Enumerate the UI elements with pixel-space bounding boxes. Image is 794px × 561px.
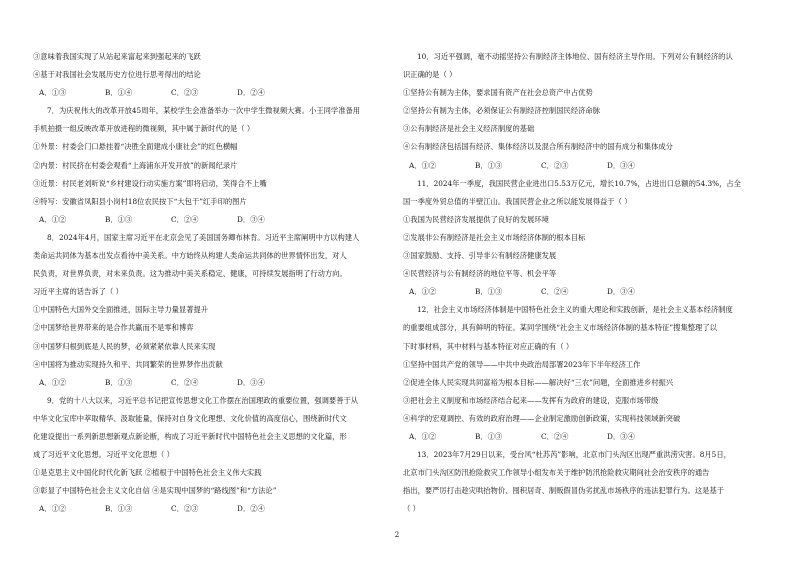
question-stem-line: 12．社会主义市场经济体制是中国特色社会主义的重大理论和实践创新，是社会主义基本经济制度 bbox=[417, 305, 733, 315]
text-line: ④民营经济与公有制经济的地位平等、机会平等 bbox=[403, 269, 557, 279]
text-line: ①坚持公有制为主体，要求国有资产在社会总资产中占优势 bbox=[403, 88, 593, 98]
text-line: ④中国将为推动实现持久和平、共同繁荣的世界梦作出贡献 bbox=[33, 359, 223, 369]
text-line: ①我国为民营经济发展提供了良好的发展环境 bbox=[403, 214, 549, 224]
answer-choice: D．③④ bbox=[607, 431, 635, 441]
answer-choices bbox=[33, 500, 385, 518]
page-number: 2 bbox=[394, 531, 400, 539]
answer-choice: D．②④ bbox=[237, 88, 265, 98]
answer-choice: D．③④ bbox=[237, 214, 265, 224]
text-line: 下时事材料，其中材料与基本特征对应正确的有（ ） bbox=[403, 341, 574, 351]
answer-choice: C．②④ bbox=[541, 287, 569, 297]
answer-choice: A．①② bbox=[409, 431, 437, 441]
text-line: 指出，要严厉打击趁灾哄抬物价、囤积居奇、制贩假冒伪劣扰乱市场秩序的违法犯罪行为。这是基于 bbox=[403, 486, 725, 496]
answer-choice: A．①③ bbox=[39, 88, 67, 98]
text-line: ③中国梦归根到底是人民的梦，必须紧紧依靠人民来实现 bbox=[33, 341, 216, 351]
question-stem-line: 11．2024年一季度，我国民营企业进出口5.53万亿元，增长10.7%，占进出口总额的54.3%，占全 bbox=[417, 178, 741, 188]
answer-choice: A．①② bbox=[39, 214, 67, 224]
text-line: 识正确的是（ ） bbox=[403, 70, 457, 80]
text-line: 手机拍摄一组反映改革开放进程的微视频，其中属于新时代的是（ ） bbox=[33, 124, 255, 134]
answer-choices bbox=[403, 283, 763, 301]
answer-choice: D．③④ bbox=[237, 377, 265, 387]
question-stem-line: 7．为庆祝伟大的改革开放45周年，某校学生会准备举办一次中学生微视频大赛。小王同学准备用 bbox=[47, 106, 361, 116]
answer-choice: C．②④ bbox=[171, 377, 199, 387]
answer-choice: B．①③ bbox=[475, 431, 503, 441]
answer-choice: D．③④ bbox=[607, 287, 635, 297]
answer-choices bbox=[33, 374, 385, 392]
text-line: ③公有制经济是社会主义经济制度的基础 bbox=[403, 124, 535, 134]
text-line: 中华文化宝库中萃取精华、汲取能量，保持对自身文化理想、文化价值的高度信心，围绕新时代文 bbox=[33, 413, 347, 423]
answer-choice: B．①④ bbox=[105, 88, 133, 98]
answer-choice: C．②④ bbox=[541, 431, 569, 441]
text-line: 成了习近平文化思想。习近平文化思想（ ） bbox=[33, 450, 174, 460]
text-line: 的重要组成部分，具有鲜明的特征。某同学围绕“社会主义市场经济体制的基本特征”搜集整理了以 bbox=[403, 323, 717, 333]
answer-choices bbox=[33, 211, 385, 229]
answer-choice: B．①③ bbox=[475, 160, 503, 170]
text-line: ①坚持中国共产党的领导——中共中央政治局部署2023年下半年经济工作 bbox=[403, 359, 641, 369]
text-line: 习近平主席的话告诉了（ ） bbox=[33, 287, 123, 297]
answer-choices bbox=[403, 428, 763, 446]
text-line: ②发展非公有制经济是社会主义市场经济体制的根本目标 bbox=[403, 232, 586, 242]
answer-choice: A．①② bbox=[39, 377, 67, 387]
answer-choices bbox=[403, 157, 763, 175]
text-line: ③把社会主义制度和市场经济结合起来——发挥有为政府的建设，克服市场带级 bbox=[403, 395, 659, 405]
text-line: ③近景：村民老刘听说“乡村建设行动实施方案”即将启动，笑得合不上嘴 bbox=[33, 178, 267, 188]
answer-choice: D．②④ bbox=[237, 504, 265, 514]
question-stem-line: 13．2023年7月29日以来，受台风“杜苏芮”影响，北京市门头沟区出现严重洪涝灾害。8月5日， bbox=[417, 450, 731, 460]
text-line: ④科学的宏观调控、有效的政府治理——企业制定激励创新政策，实现科技领域新突破 bbox=[403, 413, 681, 423]
text-line: ②内景：村民挤在村委会观看“上海浦东开发开放”的新闻纪录片 bbox=[33, 160, 238, 170]
answer-choice: D．③④ bbox=[607, 160, 635, 170]
left-column bbox=[33, 48, 385, 518]
question-stem-line: 9．党的十八大以来，习近平总书记把宣传思想文化工作摆在治国理政的重要位置，强调要善于从 bbox=[47, 395, 359, 405]
text-line: ②促进全体人民实现共同富裕为根本目标——解决好“三农”问题，全面推进乡村振兴 bbox=[403, 377, 674, 387]
answer-choice: C．②③ bbox=[541, 160, 569, 170]
text-line: ③意味着我国实现了从站起来富起来到强起来的飞跃 bbox=[33, 52, 201, 61]
question-stem-line: 10．习近平强调，毫不动摇坚持公有制经济主体地位、国有经济主导作用。下列对公有制经济的认 bbox=[417, 52, 733, 61]
answer-choice: A．①② bbox=[39, 504, 67, 514]
text-line: 民负责，对世界负责，对未来负责。这为推动中美关系稳定、健康，可持续发展指明了行动方向。 bbox=[33, 269, 347, 279]
text-line: 国一季度外贸总值的半壁江山。我国民营企业之所以能发展得益于（ ） bbox=[403, 196, 632, 206]
answer-choice: A．①② bbox=[409, 287, 437, 297]
text-line: ②坚持公有制为主体，必须保证公有制经济控制国民经济命脉 bbox=[403, 106, 601, 116]
text-line: （ ） bbox=[403, 504, 420, 514]
text-line: 化建设提出一系列新思想新观点新论断，构成了习近平新时代中国特色社会主义思想的文化篇，形 bbox=[33, 431, 347, 441]
text-line: ④公有制经济包括国有经济、集体经济以及混合所有制经济中的国有成分和集体成分 bbox=[403, 142, 673, 152]
answer-choice: B．①③ bbox=[105, 377, 133, 387]
text-line: ①外景：村委会门口悬挂着“决胜全面建成小康社会”的红色横幅 bbox=[33, 142, 238, 152]
text-line: ①是克思主义中国化时代化新飞跃 ②植根于中国特色社会主义伟大实践 bbox=[33, 468, 262, 478]
text-line: 北京市门头沟区防汛抢险救灾工作领导小组发布关于维护防汛抢险救灾期间社会治安秩序的通告 bbox=[403, 468, 710, 478]
answer-choice: C．②④ bbox=[171, 214, 199, 224]
answer-choice: B．①③ bbox=[475, 287, 503, 297]
text-line: ④特写：安徽省凤阳县小岗村18位农民按下“大包干”红手印的图片 bbox=[33, 196, 247, 206]
answer-choice: C．②③ bbox=[171, 504, 199, 514]
text-line: ③彰显了中国特色社会主义文化自信 ④是实现中国梦的“路线图”和“方法论” bbox=[33, 486, 277, 496]
text-line: ②中国梦给世界带来的是合作共赢而不是零和博弈 bbox=[33, 323, 194, 333]
text-line: ④基于对我国社会发展历史方位进行思考得出的结论 bbox=[33, 70, 201, 80]
question-stem-line: 8．2024年4月，国家主席习近平在北京会见了美国国务卿布林肯。习近平主席阐明中方以构建人 bbox=[47, 232, 360, 242]
right-column bbox=[403, 48, 763, 518]
answer-choice: B．①③ bbox=[105, 214, 133, 224]
text-line: ③国家鼓励、支持、引导非公有制经济健康发展 bbox=[403, 251, 557, 261]
answer-choice: B．①③ bbox=[105, 504, 133, 514]
answer-choice: C．②③ bbox=[171, 88, 199, 98]
text-line: 类命运共同体为基本出发点看待中美关系。中方始终从构建人类命运共同体的世界情怀出发，对人 bbox=[33, 251, 347, 261]
answer-choice: A．①② bbox=[409, 160, 437, 170]
answer-choices bbox=[33, 84, 385, 102]
text-line: ①中国特色大国外交全面推进，国际主导力量显著提升 bbox=[33, 305, 209, 315]
